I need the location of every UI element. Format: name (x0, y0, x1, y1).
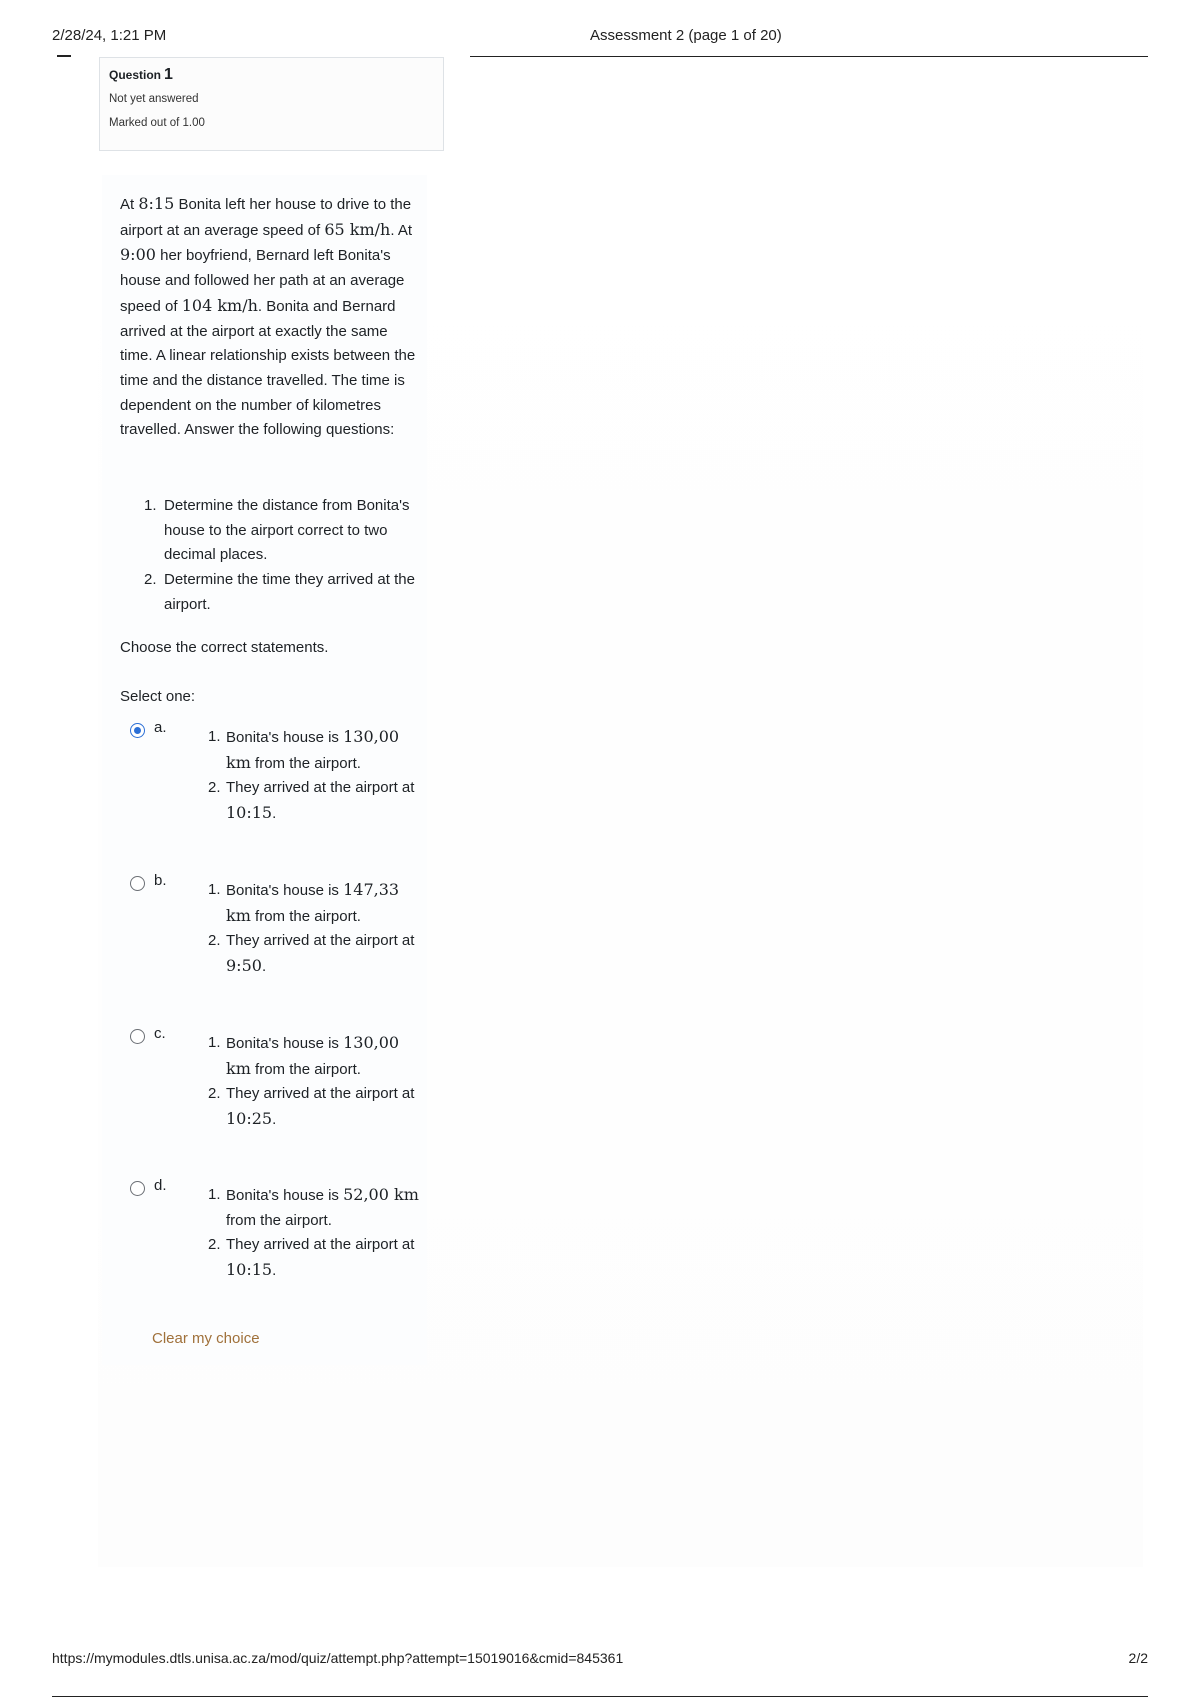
option-statement-2 (208, 776, 428, 826)
answer-option-d[interactable] (130, 1177, 430, 1317)
question-number: 1 (164, 66, 173, 83)
question-prompt: Choose the correct statements. (120, 639, 329, 656)
math-time: 10:15 (226, 802, 273, 822)
statement-text: from the airport. (250, 754, 361, 772)
question-heading (109, 66, 434, 84)
question-text-part: . Bonita and Bernard arrived at the airport at exactly the same time. A linear relationship exists between the time and the distance travelled. The time is dependent on the number of kilometres travelled. Answer the following questions: (120, 297, 416, 439)
list-item-text: Determine the distance from Bonita's house to the airport correct to two decimal places. (164, 497, 410, 564)
header-divider-short (57, 55, 71, 57)
answer-option-b[interactable] (130, 872, 430, 1012)
option-letter: a. (154, 719, 167, 736)
option-letter: d. (154, 1177, 167, 1194)
option-letter: b. (154, 872, 167, 889)
option-body (208, 1183, 428, 1283)
statement-number: 1. (208, 1186, 221, 1203)
footer-divider (52, 1696, 1148, 1697)
radio-button-b[interactable] (130, 876, 145, 891)
statement-text: from the airport. (226, 1211, 332, 1229)
math-time-bernard: 9:00 (120, 245, 156, 265)
print-url: https://mymodules.dtls.unisa.ac.za/mod/quiz/attempt.php?attempt=15019016&cmid=845361 (52, 1650, 624, 1666)
question-grade: Marked out of 1.00 (109, 117, 205, 129)
statement-text: . (272, 804, 277, 822)
statement-text: They arrived at the airport at (226, 779, 415, 796)
option-statement-1 (208, 878, 428, 929)
question-info-box (99, 57, 444, 151)
list-item (144, 494, 424, 568)
option-body (208, 725, 428, 826)
radio-button-c[interactable] (130, 1029, 145, 1044)
print-page-number: 2/2 (1128, 1650, 1148, 1666)
list-item (144, 568, 424, 617)
math-time: 9:50 (226, 955, 262, 975)
statement-text: . (272, 1261, 277, 1279)
statement-number: 2. (208, 1236, 221, 1253)
question-text (120, 192, 420, 443)
math-distance: 130,00 km (226, 727, 400, 772)
radio-button-d[interactable] (130, 1181, 145, 1196)
question-text-part: At (120, 196, 139, 213)
statement-number: 2. (208, 779, 221, 796)
question-state: Not yet answered (109, 93, 199, 105)
math-distance: 130,00 km (226, 1033, 400, 1078)
print-header (52, 27, 1148, 57)
answer-option-c[interactable] (130, 1025, 430, 1165)
statement-text: . (261, 957, 267, 975)
option-statement-1 (208, 725, 428, 776)
math-distance: 52,00 km (343, 1185, 419, 1204)
statement-text: Bonita's house is (226, 1035, 344, 1052)
option-letter: c. (154, 1025, 166, 1042)
question-sub-list (144, 494, 424, 618)
statement-number: 2. (208, 932, 221, 949)
option-statement-2 (208, 929, 428, 979)
list-item-text: Determine the time they arrived at the airport. (164, 571, 415, 613)
question-text-part: Bonita left her house to drive to the airport at an average speed of (120, 196, 412, 239)
statement-text: . (272, 1110, 277, 1128)
answer-option-a[interactable] (130, 719, 430, 859)
print-footer (52, 1650, 1148, 1700)
math-time: 10:15 (226, 1259, 273, 1279)
option-statement-2 (208, 1082, 428, 1132)
statement-text: Bonita's house is (226, 1187, 344, 1204)
math-time: 10:25 (226, 1108, 273, 1128)
question-text-part: her boyfriend, Bernard left Bonita's house and followed her path at an average speed of (120, 247, 405, 315)
option-statement-1 (208, 1031, 428, 1082)
statement-text: They arrived at the airport at (226, 1085, 415, 1102)
statement-text: from the airport. (250, 1060, 361, 1078)
header-divider (470, 56, 1148, 57)
option-body (208, 1031, 428, 1132)
radio-button-a[interactable] (130, 723, 145, 738)
statement-number: 1. (208, 728, 221, 745)
option-statement-1 (208, 1183, 428, 1233)
option-body (208, 878, 428, 979)
question-text-part: . At (390, 221, 413, 239)
question-label: Question (109, 68, 162, 82)
statement-text: Bonita's house is (226, 729, 344, 746)
list-item-number: 2. (144, 571, 157, 589)
math-speed-bonita: 65 km/h (324, 219, 391, 239)
math-time-start: 8:15 (138, 194, 175, 213)
statement-text: Bonita's house is (226, 882, 344, 899)
print-page-title: Assessment 2 (page 1 of 20) (590, 27, 782, 44)
statement-number: 2. (208, 1085, 221, 1102)
clear-choice-link[interactable]: Clear my choice (152, 1330, 260, 1347)
option-statement-2 (208, 1233, 428, 1283)
statement-text: They arrived at the airport at (226, 932, 415, 949)
select-one-label: Select one: (120, 688, 196, 705)
statement-number: 1. (208, 881, 221, 898)
list-item-number: 1. (144, 497, 157, 514)
math-distance: 147,33 km (226, 880, 400, 925)
math-speed-bernard: 104 km/h (181, 295, 258, 315)
statement-text: They arrived at the airport at (226, 1236, 415, 1253)
print-date: 2/28/24, 1:21 PM (52, 27, 167, 44)
statement-number: 1. (208, 1034, 221, 1051)
statement-text: from the airport. (250, 907, 361, 925)
